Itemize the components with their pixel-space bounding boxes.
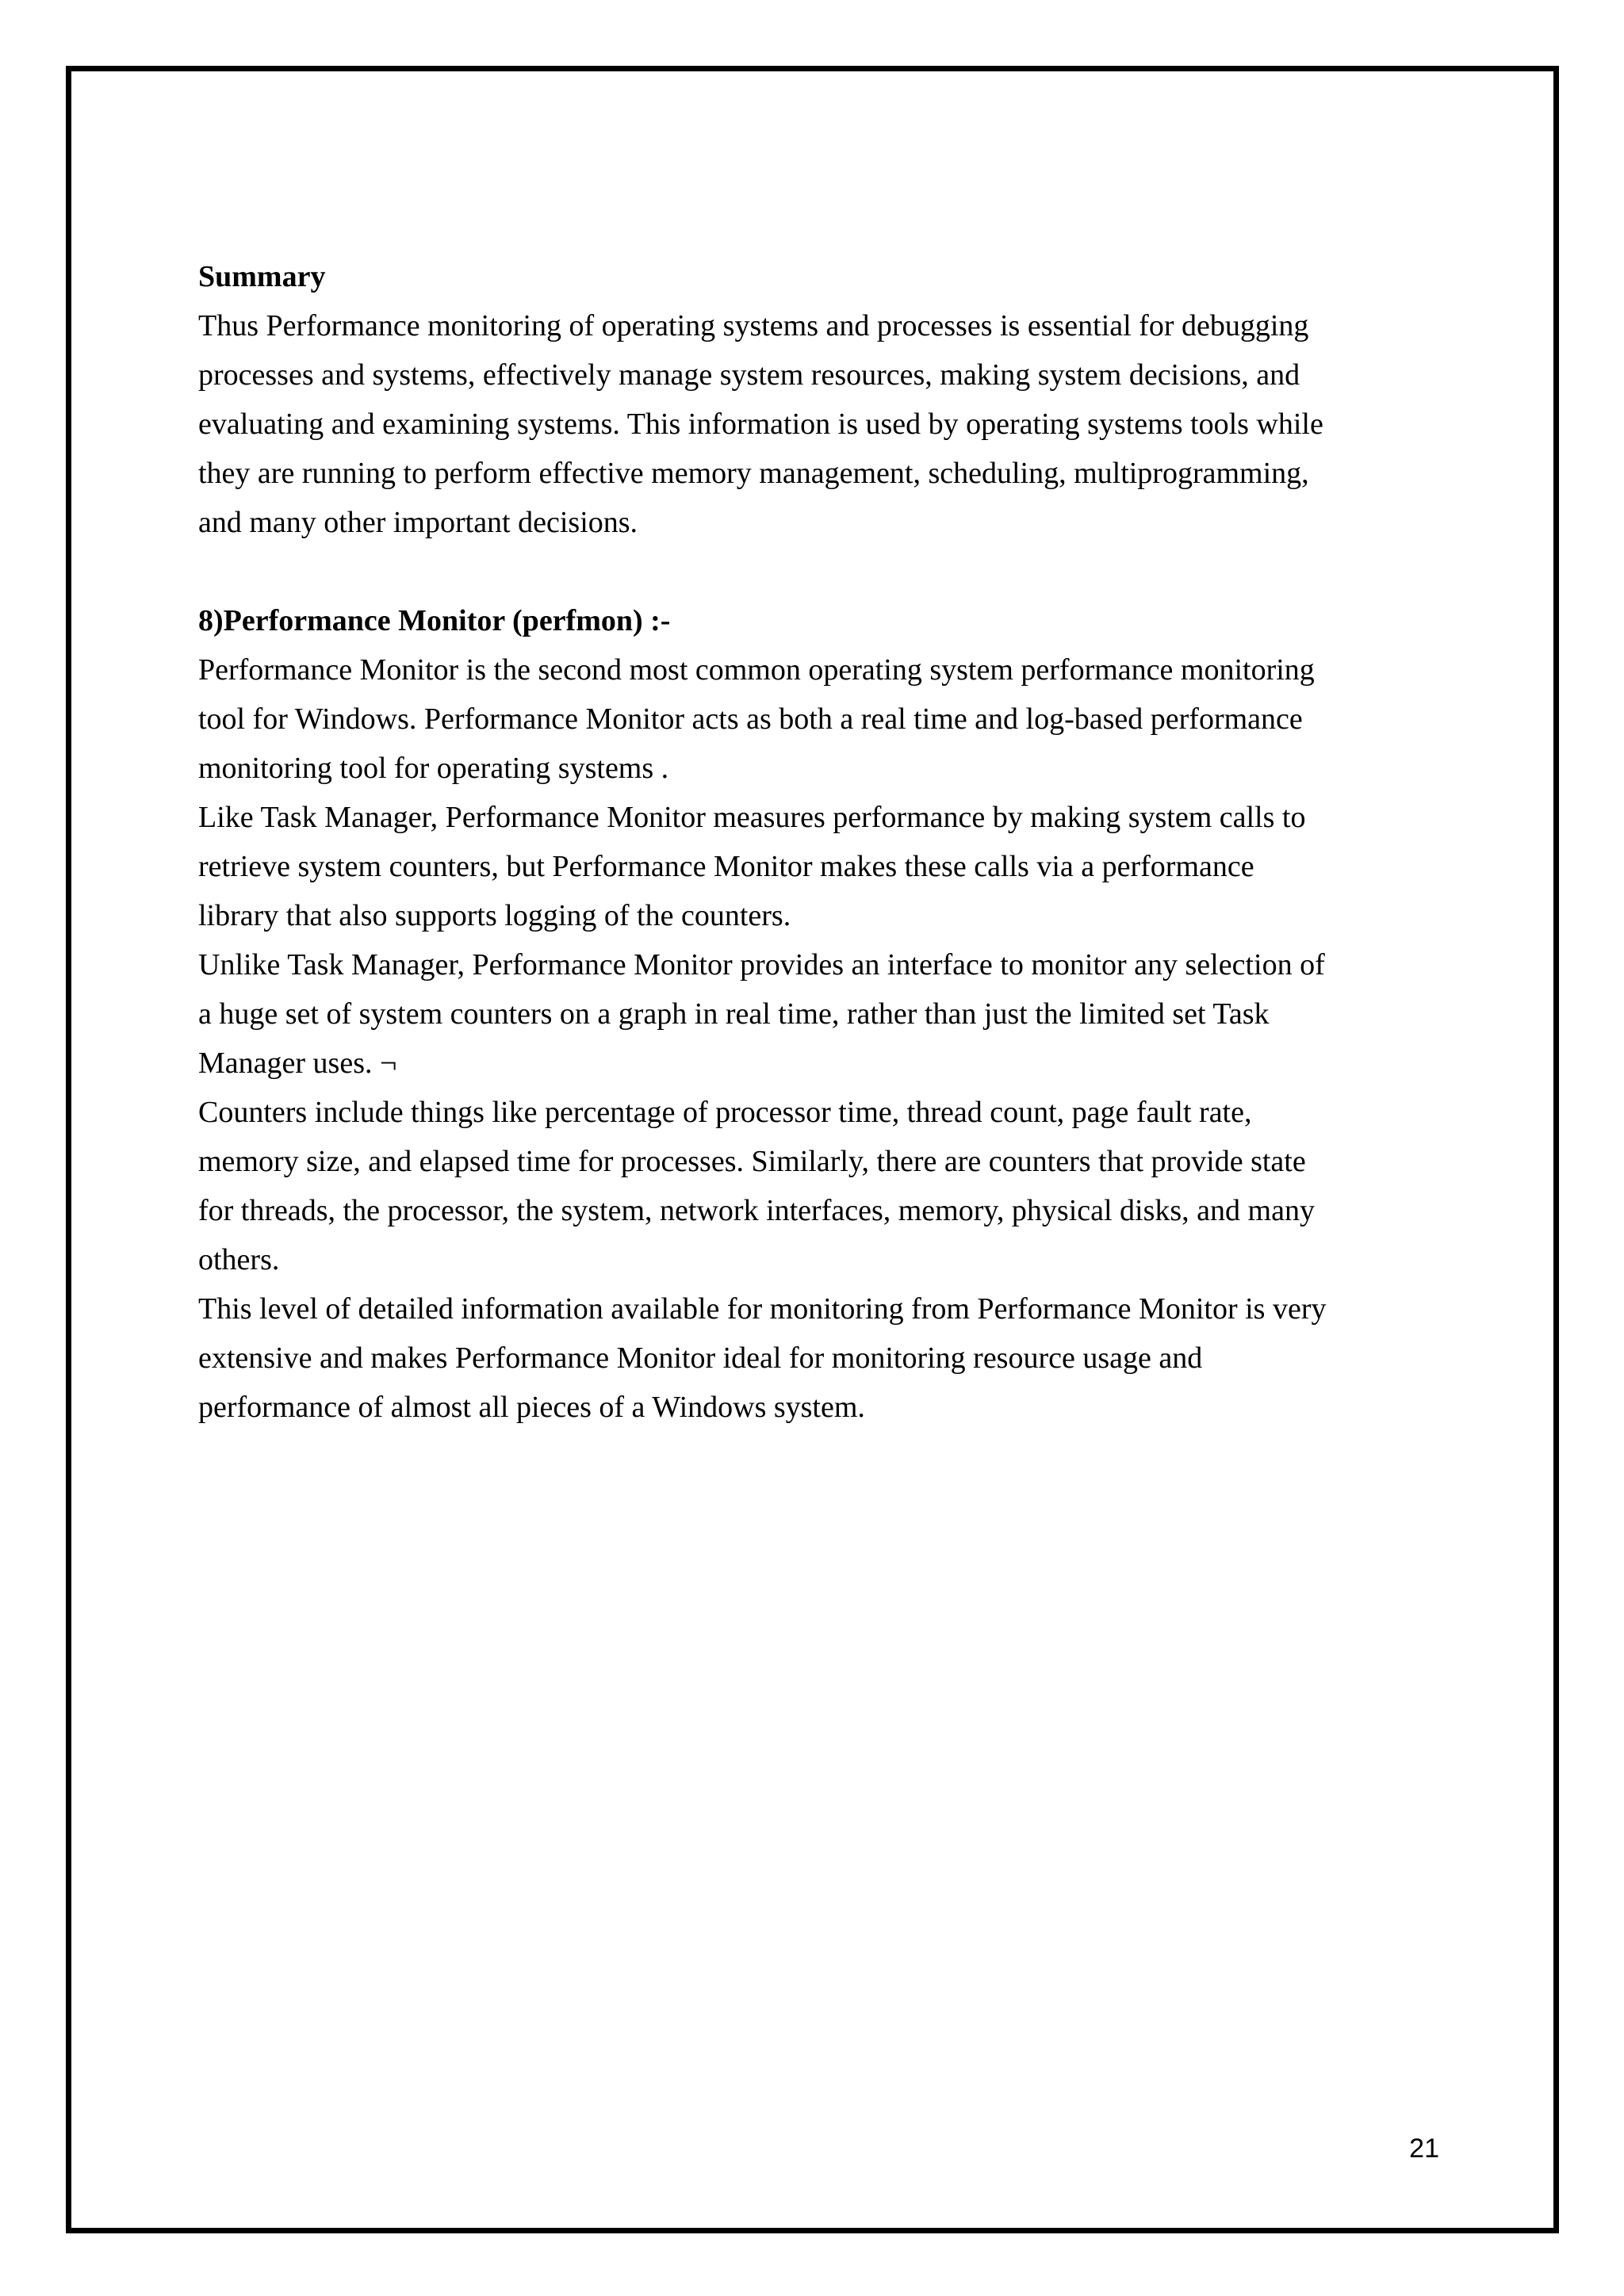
perfmon-line: memory size, and elapsed time for processes. Similarly, there are counters that provide state <box>198 1145 1306 1178</box>
paragraph-gap <box>198 547 1451 596</box>
perfmon-line: monitoring tool for operating systems . <box>198 752 669 785</box>
page-number: 21 <box>1409 2133 1439 2164</box>
perfmon-line: Performance Monitor is the second most common operating system performance monitoring <box>198 653 1315 687</box>
perfmon-line: Like Task Manager, Performance Monitor measures performance by making system calls to <box>198 801 1306 834</box>
document-body <box>198 252 1451 1432</box>
perfmon-line: a huge set of system counters on a graph in real time, rather than just the limited set Task <box>198 997 1270 1031</box>
summary-line: they are running to perform effective memory management, scheduling, multiprogramming, <box>198 457 1309 490</box>
perfmon-line: retrieve system counters, but Performance Monitor makes these calls via a performance <box>198 850 1254 883</box>
summary-line: evaluating and examining systems. This information is used by operating systems tools while <box>198 408 1323 441</box>
perfmon-line: This level of detailed information available for monitoring from Performance Monitor is very <box>198 1292 1327 1326</box>
perfmon-line: Counters include things like percentage of processor time, thread count, page fault rate, <box>198 1096 1252 1129</box>
perfmon-line: others. <box>198 1243 280 1276</box>
perfmon-line: extensive and makes Performance Monitor ideal for monitoring resource usage and <box>198 1341 1203 1375</box>
summary-line: Thus Performance monitoring of operating systems and processes is essential for debugging <box>198 309 1309 342</box>
perfmon-line: for threads, the processor, the system, network interfaces, memory, physical disks, and many <box>198 1194 1315 1227</box>
summary-heading: Summary <box>198 260 326 293</box>
perfmon-heading: 8)Performance Monitor (perfmon) :- <box>198 604 671 637</box>
summary-line: processes and systems, effectively manage system resources, making system decisions, and <box>198 358 1300 392</box>
perfmon-line: performance of almost all pieces of a Windows system. <box>198 1391 865 1424</box>
summary-line: and many other important decisions. <box>198 506 638 539</box>
perfmon-line: Unlike Task Manager, Performance Monitor provides an interface to monitor any selection of <box>198 948 1325 982</box>
perfmon-line: Manager uses. ¬ <box>198 1047 397 1080</box>
perfmon-line: library that also supports logging of the counters. <box>198 899 791 932</box>
perfmon-line: tool for Windows. Performance Monitor acts as both a real time and log-based performance <box>198 702 1303 736</box>
